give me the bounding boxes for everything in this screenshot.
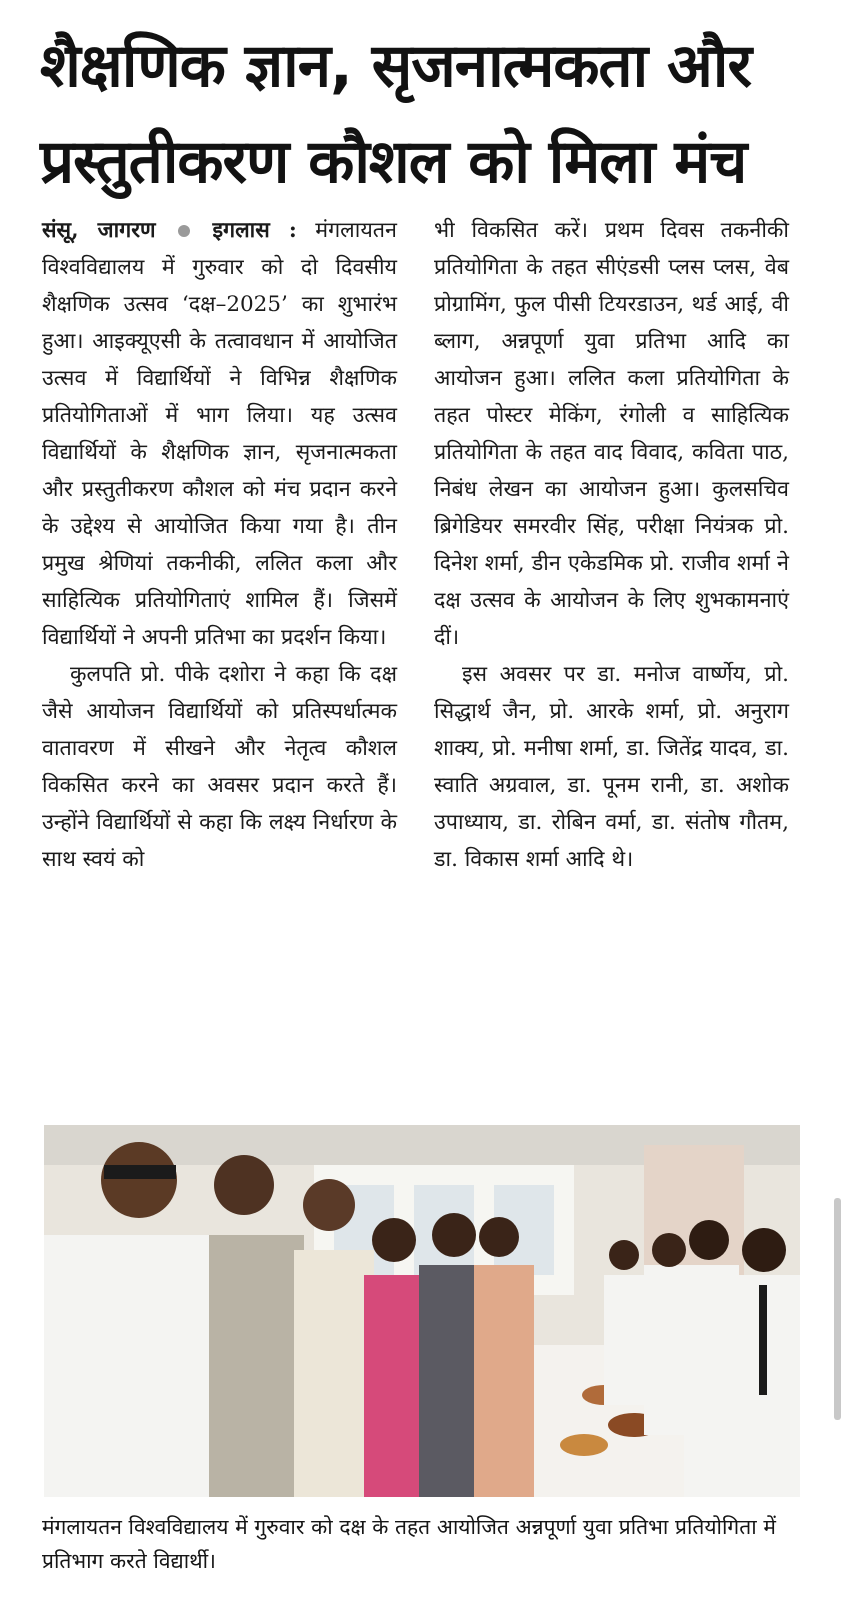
photo-dish xyxy=(560,1434,608,1456)
scrollbar[interactable] xyxy=(834,1198,841,1420)
photo-person-head xyxy=(101,1142,177,1218)
photo-person-head xyxy=(303,1179,355,1231)
photo-person-head xyxy=(214,1155,274,1215)
photo-person-head xyxy=(432,1213,476,1257)
paragraph-intro xyxy=(42,212,397,656)
photo-person-head xyxy=(742,1228,786,1272)
paragraph-1-text: मंगलायतन विश्वविद्यालय में गुरुवार को दो दिवसीय शैक्षणिक उत्सव ‘दक्ष–2025’ का शुभारंभ हुआ। आइक्यूएसी के तत्वावधान में आयोजित उत्सव में विद्यार्थियों ने विभिन्न शैक्षणिक प्रतियोगिताओं में भाग लिया। यह उत्सव विद्यार्थियों के शैक्षणिक ज्ञान, सृजनात्मकता और प्रस्तुतीकरण कौशल को मंच प्रदान करने के उद्देश्य से आयोजित किया गया है। तीन प्रमुख श्रेणियां तकनीकी, ललित कला और साहित्यिक प्रतियोगिताएं शामिल हैं। जिसमें विद्यार्थियों ने अपनी प्रतिभा का प्रदर्शन किया। xyxy=(42,218,397,650)
headline-line-2: प्रस्तुतीकरण कौशल को मिला मंच xyxy=(40,127,747,197)
photo-person-man xyxy=(294,1250,374,1497)
news-photo xyxy=(44,1125,800,1497)
headline xyxy=(40,18,820,210)
photo-person-head xyxy=(689,1220,729,1260)
photo-person-student xyxy=(604,1275,649,1405)
news-photo-illustration xyxy=(44,1125,800,1497)
photo-person-head xyxy=(479,1217,519,1257)
paragraph-3: भी विकसित करें। प्रथम दिवस तकनीकी प्रतियोगिता के तहत सीएंडसी प्लस प्लस, वेब प्रोग्रामिंग, फुल पीसी टियरडाउन, थर्ड आई, वी ब्लाग, अन्नपूर्णा युवा प्रतिभा आदि का आयोजन हुआ। ललित कला प्रतियोगिता के तहत पोस्टर मेकिंग, रंगोली व साहित्यिक प्रतियोगिता के तहत वाद विवाद, कविता पाठ, निबंध लेखन का आयोजन हुआ। कुलसचिव ब्रिगेडियर समरवीर सिंह, परीक्षा नियंत्रक प्रो. दिनेश शर्मा, डीन एकेडमिक प्रो. राजीव शर्मा ने दक्ष उत्सव के आयोजन के लिए शुभकामनाएं दीं। xyxy=(434,218,789,650)
dateline-place: इगलास : xyxy=(212,218,297,243)
photo-person-student xyxy=(684,1265,739,1497)
photo-person-head xyxy=(609,1240,639,1270)
paragraph-2: कुलपति प्रो. पीके दशोरा ने कहा कि दक्ष जैसे आयोजन विद्यार्थियों को प्रतिस्पर्धात्मक वातावरण में सीखने और नेतृत्व कौशल विकसित करने का अवसर प्रदान करते हैं। उन्होंने विद्यार्थियों से कहा कि लक्ष्य निर्धारण के साथ स्वयं को xyxy=(42,662,397,872)
dateline-bullet-icon xyxy=(178,225,190,237)
photo-person-head xyxy=(372,1218,416,1262)
photo-person-woman xyxy=(474,1265,534,1497)
photo-tie xyxy=(759,1285,767,1395)
photo-glasses xyxy=(104,1165,176,1179)
photo-person-man xyxy=(209,1235,304,1497)
photo-person-head xyxy=(652,1233,686,1267)
article-column-right xyxy=(434,212,789,878)
article-column-left xyxy=(42,212,397,878)
paragraph-4: इस अवसर पर डा. मनोज वार्ष्णेय, प्रो. सिद्धार्थ जैन, प्रो. आरके शर्मा, प्रो. अनुराग शाक्य, प्रो. मनीषा शर्मा, डा. जितेंद्र यादव, डा. स्वाति अग्रवाल, डा. पूनम रानी, डा. अशोक उपाध्याय, डा. रोबिन वर्मा, डा. संतोष गौतम, डा. विकास शर्मा आदि थे। xyxy=(434,662,789,872)
photo-caption: मंगलायतन विश्वविद्यालय में गुरुवार को दक्ष के तहत आयोजित अन्नपूर्णा युवा प्रतिभा प्रतियोगिता में प्रतिभाग करते विद्यार्थी। xyxy=(42,1515,776,1573)
dateline-source: संसू, जागरण xyxy=(42,218,156,243)
headline-line-1: शैक्षणिक ज्ञान, सृजनात्मकता और xyxy=(40,31,751,101)
